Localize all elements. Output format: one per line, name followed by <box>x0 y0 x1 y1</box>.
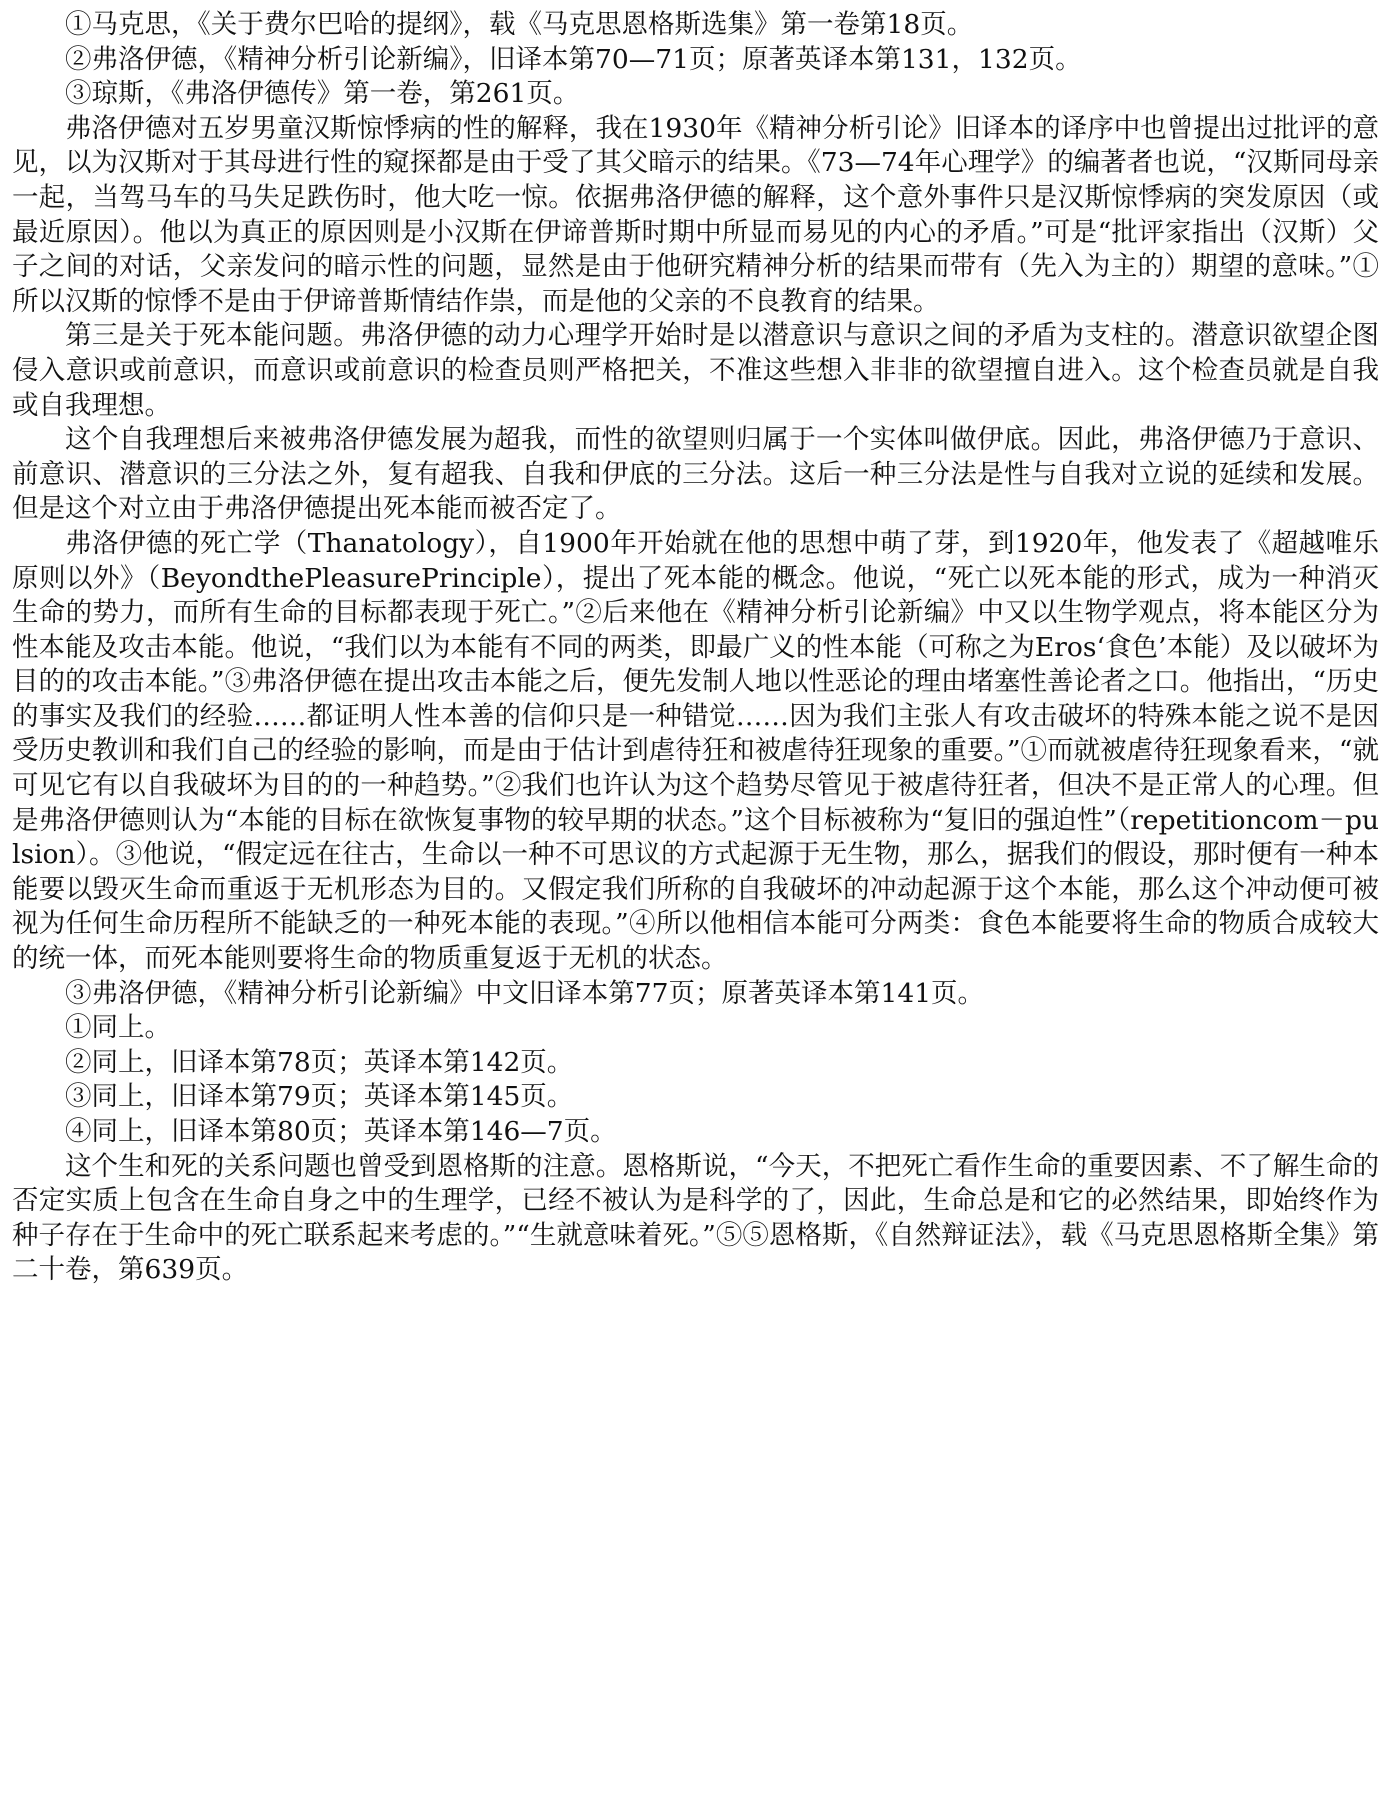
footnote-ibid: ①同上。 <box>65 1012 171 1044</box>
paragraph-thanatology: 弗洛伊德的死亡学（Thanatology），自1900年开始就在他的思想中萌了芽，到1920年，他发表了《超越唯乐原则以外》（BeyondthePleasurePrinciple），提出了死本能的概念。他说，“死亡以死本能的形式，成为一种消灭生命的势力，而所有生命的目标都表现于死亡。”②后来他在《精神分析引论新编》中又以生物学观点，将本能区分为性本能及攻击本能。他说，“我们以为本能有不同的两类，即最广义的性本能（可称之为Eros‘食色’本能）及以破坏为目的的攻击本能。”③弗洛伊德在提出攻击本能之后，便先发制人地以性恶论的理由堵塞性善论者之口。他指出，“历史的事实及我们的经验……都证明人性本善的信仰只是一种错觉……因为我们主张人有攻击破坏的特殊本能之说不是因受历史教训和我们自己的经验的影响，而是由于估计到虐待狂和被虐待狂现象的重要。”①而就被虐待狂现象看来，“就可见它有以自我破坏为目的的一种趋势。”②我们也许认为这个趋势尽管见于被虐待狂者，但决不是正常人的心理。但是弗洛伊德则认为“本能的目标在欲恢复事物的较早期的状态。”这个目标被称为“复旧的强迫性”（repetitioncom－pulsion）。③他说，“假定远在往古，生命以一种不可思议的方式起源于无生物，那么，据我们的假设，那时便有一种本能要以毁灭生命而重返于无机形态为目的。又假定我们所称的自我破坏的冲动起源于这个本能，那么这个冲动便可被视为任何生命历程所不能缺乏的一种死本能的表现。”④所以他相信本能可分两类：食色本能要将生命的物质合成较大的统一体，而死本能则要将生命的物质重复返于无机的状态。 <box>12 527 1379 975</box>
footnote-jones-biography: ③琼斯，《弗洛伊德传》第一卷，第261页。 <box>65 78 580 110</box>
paragraph-death-instinct-intro: 第三是关于死本能问题。弗洛伊德的动力心理学开始时是以潜意识与意识之间的矛盾为支柱的。潜意识欲望企图侵入意识或前意识，而意识或前意识的检查员则严格把关，不准这些想入非非的欲望擅自进入。这个检查员就是自我或自我理想。 <box>12 320 1379 421</box>
footnote-ibid-80: ④同上，旧译本第80页；英译本第146—7页。 <box>65 1116 617 1147</box>
paragraph-engels-life-death: 这个生和死的关系问题也曾受到恩格斯的注意。恩格斯说，“今天，不把死亡看作生命的重要因素、不了解生命的否定实质上包含在生命自身之中的生理学，已经不被认为是科学的了，因此，生命总是和它的必然结果，即始终作为种子存在于生命中的死亡联系起来考虑的。”“生就意味着死。”⑤⑤恩格斯，《自然辩证法》，载《马克思恩格斯全集》第二十卷，第639页。 <box>12 1150 1379 1286</box>
footnote-new-lectures-77: ③弗洛伊德，《精神分析引论新编》中文旧译本第77页；原著英译本第141页。 <box>65 977 985 1009</box>
footnote-ibid-79: ③同上，旧译本第79页；英译本第145页。 <box>65 1081 574 1113</box>
paragraph-superego-id: 这个自我理想后来被弗洛伊德发展为超我，而性的欲望则归属于一个实体叫做伊底。因此，弗洛伊德乃于意识、前意识、潜意识的三分法之外，复有超我、自我和伊底的三分法。这后一种三分法是性与自我对立说的延续和发展。但是这个对立由于弗洛伊德提出死本能而被否定了。 <box>12 424 1379 525</box>
footnote-marx-theses: ①马克思，《关于费尔巴哈的提纲》，载《马克思恩格斯选集》第一卷第18页。 <box>65 9 974 40</box>
footnote-ibid-78: ②同上，旧译本第78页；英译本第142页。 <box>65 1046 574 1078</box>
footnote-freud-new-lectures: ②弗洛伊德，《精神分析引论新编》，旧译本第70—71页；原著英译本第131，132页。 <box>65 43 1082 75</box>
paragraph-little-hans: 弗洛伊德对五岁男童汉斯惊悸病的性的解释，我在1930年《精神分析引论》旧译本的译序中也曾提出过批评的意见，以为汉斯对于其母进行性的窥探都是由于受了其父暗示的结果。《73—74年心理学》的编著者也说，“汉斯同母亲一起，当驾马车的马失足跌伤时，他大吃一惊。依据弗洛伊德的解释，这个意外事件只是汉斯惊悸病的突发原因（或最近原因）。他以为真正的原因则是小汉斯在伊谛普斯时期中所显而易见的内心的矛盾。”可是“批评家指出（汉斯）父子之间的对话，父亲发问的暗示性的问题，显然是由于他研究精神分析的结果而带有（先入为主的）期望的意味。”①所以汉斯的惊悸不是由于伊谛普斯情结作祟，而是他的父亲的不良教育的结果。 <box>12 112 1379 317</box>
